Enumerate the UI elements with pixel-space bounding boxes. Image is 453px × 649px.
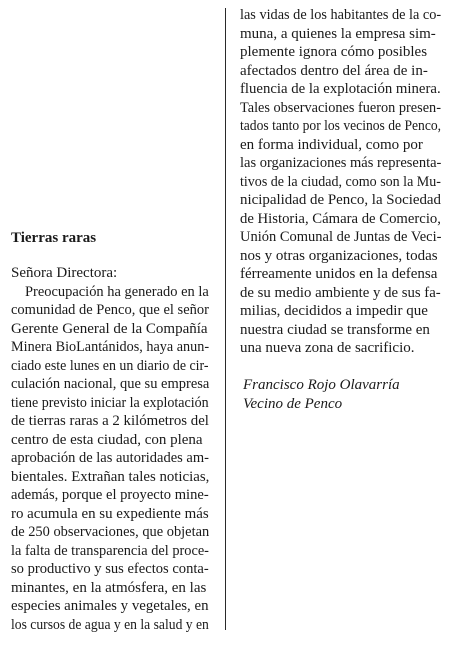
body-line: plemente ignora cómo posibles (240, 44, 428, 60)
body-line: de 250 observaciones, que objetan (11, 524, 210, 540)
body-line: bientales. Extrañan tales noticias, (11, 469, 210, 485)
body-line: la falta de transparencia del proce- (11, 543, 209, 559)
body-line: férreamente unidos en la defensa (240, 266, 438, 282)
body-line: culación nacional, que su empresa (11, 376, 210, 392)
letter-heading: Tierras raras (11, 230, 97, 246)
body-line: las organizaciones más representa- (240, 155, 442, 171)
body-line: ro acumula en su expediente más (11, 506, 209, 522)
body-line: aprobación de las autoridades am- (11, 450, 209, 466)
body-line: comunidad de Penco, que el señor (11, 302, 209, 318)
body-line: nos y otras organizaciones, todas (240, 248, 438, 264)
body-line: en forma individual, como por (240, 137, 423, 153)
body-line: Unión Comunal de Juntas de Veci- (240, 229, 442, 245)
body-line: de Historia, Cámara de Comercio, (240, 211, 441, 227)
column-divider (225, 8, 226, 630)
body-line: ciado este lunes en un diario de cir- (11, 358, 209, 374)
body-line: tados tanto por los vecinos de Penco, (240, 118, 442, 134)
left-column (11, 0, 209, 649)
body-line: nicipalidad de Penco, la Sociedad (240, 192, 442, 208)
body-line: muna, a quienes la empresa sim- (240, 26, 436, 42)
body-line: de su medio ambiente y de sus fa- (240, 285, 441, 301)
signature-place: Vecino de Penco (243, 396, 343, 412)
body-line: Tales observaciones fueron presen- (240, 100, 441, 116)
body-line: centro de esta ciudad, con plena (11, 432, 203, 448)
body-line: Preocupación ha generado en la (25, 284, 209, 300)
body-line: fluencia de la explotación minera. (240, 81, 441, 97)
body-line: tiene previsto iniciar la explotación (11, 395, 209, 411)
body-line: Minera BioLantánidos, haya anun- (11, 339, 210, 355)
body-line: afectados dentro del área de in- (240, 63, 428, 79)
body-line: una nueva zona de sacrificio. (240, 340, 415, 356)
body-line: Gerente General de la Compañía (11, 321, 208, 337)
body-line: las vidas de los habitantes de la co- (240, 7, 442, 23)
body-line: so productivo y sus efectos conta- (11, 561, 209, 577)
body-line: los cursos de agua y en la salud y en (11, 617, 209, 633)
body-line: especies animales y vegetales, en (11, 598, 209, 614)
body-line: milias, decididos a impedir que (240, 303, 428, 319)
body-line: nuestra ciudad se transforme en (240, 322, 430, 338)
body-line: minantes, en la atmósfera, en las (11, 580, 207, 596)
signature-name: Francisco Rojo Olavarría (243, 377, 400, 393)
body-line: además, porque el proyecto mine- (11, 487, 209, 503)
body-line: de tierras raras a 2 kilómetros del (11, 413, 209, 429)
body-line: tivos de la ciudad, como son la Mu- (240, 174, 441, 190)
salutation: Señora Directora: (11, 265, 118, 281)
